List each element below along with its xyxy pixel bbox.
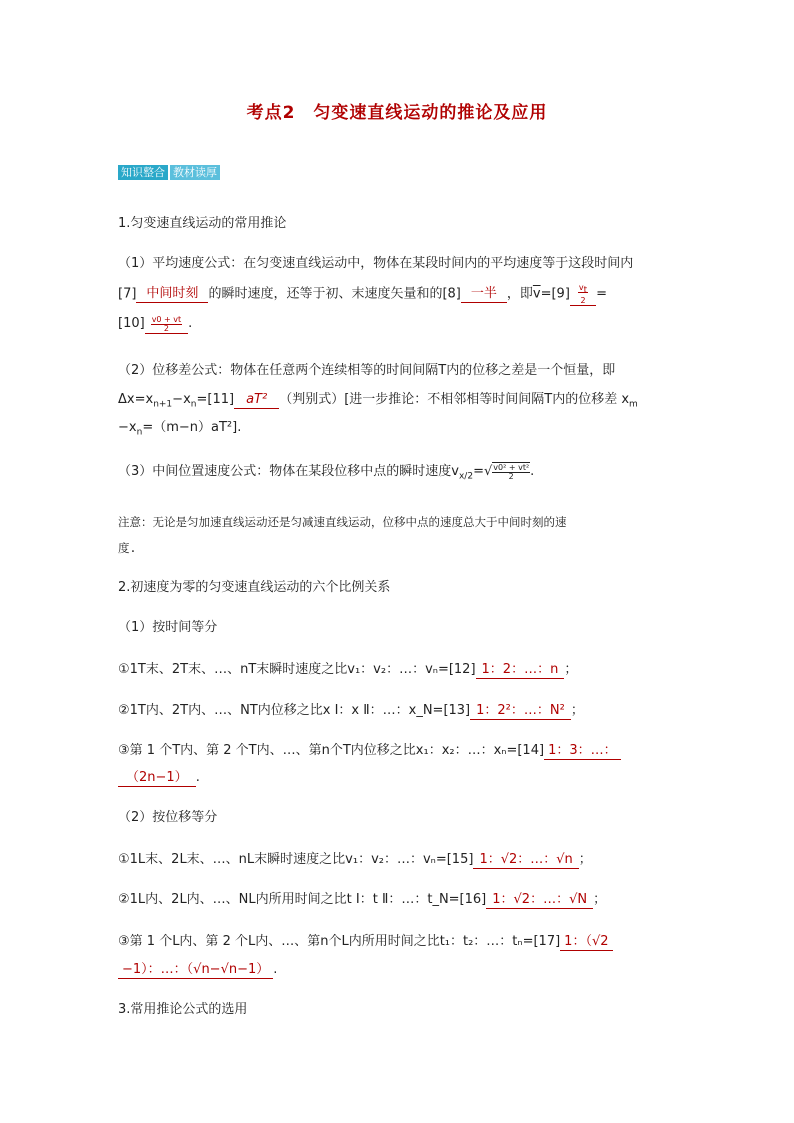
text: . xyxy=(188,316,193,331)
ratio-row-5 xyxy=(118,890,606,910)
ratio-row-6b xyxy=(118,960,277,980)
heading-2: 2.初速度为零的匀变速直线运动的六个比例关系 xyxy=(118,580,391,595)
text: （3）中间位置速度公式：物体在某段位移中点的瞬时速度v xyxy=(118,464,459,479)
ratio-row-3b xyxy=(118,768,200,788)
sub: x/2 xyxy=(458,471,474,482)
text: ③第 1 个T内、第 2 个T内、…、第n个T内位移之比x₁：x₂：…：xₙ=[14] xyxy=(118,743,545,758)
answer-17b: −1）：…：（√n−√n−1） xyxy=(118,962,273,979)
para-2a: （2）位移差公式：物体在任意两个连续相等的时间间隔T内的位移之差是一个恒量，即 xyxy=(118,363,616,378)
answer-15: 1：√2：…：√n xyxy=(473,852,578,869)
text: = xyxy=(596,286,608,302)
ans9-num: v xyxy=(578,283,584,292)
ratio-row-1 xyxy=(118,660,577,680)
text: ③第 1 个L内、第 2 个L内、…、第n个L内所用时间之比t₁：t₂：…：tₙ=[17] xyxy=(118,934,561,949)
p3-frac-den: 2 xyxy=(508,472,514,481)
section-badge xyxy=(118,165,220,180)
answer-9 xyxy=(570,283,596,306)
para-2c xyxy=(118,418,241,443)
text: ①1L末、2L末、…、nL末瞬时速度之比v₁：v₂：…：vₙ=[15] xyxy=(118,852,474,867)
badge-left: 知识整合 xyxy=(118,165,168,180)
blank-10-label: [10] xyxy=(118,316,145,331)
sub: n xyxy=(190,399,197,410)
answer-10 xyxy=(145,315,188,334)
blank-7-label: [7] xyxy=(118,286,137,302)
p3-frac-num: v0² + vt² xyxy=(493,463,530,472)
sub: n+1 xyxy=(153,399,173,410)
ratio-row-2 xyxy=(118,701,584,721)
ans10-den: 2 xyxy=(163,323,169,333)
answer-14b: （2n−1） xyxy=(118,770,196,787)
answer-11: aT² xyxy=(234,392,279,409)
para-3: （3）中间位置速度公式：物体在某段位移中点的瞬时速度$v_{x/2}=√\frac{\text{v0² + vt²}}{2}$. xyxy=(118,463,535,482)
ratio-row-3 xyxy=(118,741,621,761)
text: = xyxy=(473,464,484,479)
text: ； xyxy=(578,852,592,867)
text: 的瞬时速度，还等于初、末速度矢量和的[8] xyxy=(208,286,461,302)
answer-12: 1：2：…：n xyxy=(476,662,565,679)
heading-1: 1.匀变速直线运动的常用推论 xyxy=(118,216,287,231)
page-title: 考点2 匀变速直线运动的推论及应用 xyxy=(246,103,548,123)
text: （判别式）[进一步推论：不相邻相等时间间隔T内的位移差 x xyxy=(279,392,630,407)
para-1c xyxy=(118,314,192,334)
answer-7: 中间时刻 xyxy=(136,286,208,303)
sub-heading-time: （1）按时间等分 xyxy=(118,620,218,635)
v-bar: $\overline{v}$ xyxy=(532,286,541,302)
text: . xyxy=(195,770,200,785)
para-1b xyxy=(118,283,607,306)
text: ； xyxy=(570,703,584,718)
text: ； xyxy=(564,662,578,677)
text: −x xyxy=(172,392,191,407)
text: ②1L内、2L内、…、NL内所用时间之比t Ⅰ：t Ⅱ：…：t_N=[16] xyxy=(118,892,487,907)
note-line-1: 注意：无论是匀加速直线运动还是匀减速直线运动，位移中点的速度总大于中间时刻的速 xyxy=(118,515,567,529)
ans10-num: v0 + vt xyxy=(151,314,182,324)
answer-14a: 1：3：…： xyxy=(544,743,621,760)
text: ①1T末、2T末、…、nT末瞬时速度之比v₁：v₂：…：vₙ=[12] xyxy=(118,662,476,677)
answer-16: 1：√2：…：√N xyxy=(486,892,593,909)
ratio-row-4 xyxy=(118,850,592,870)
answer-13: 1：2²：…：N² xyxy=(470,703,571,720)
text: =[9] xyxy=(540,286,570,302)
sub-heading-displacement: （2）按位移等分 xyxy=(118,810,218,825)
heading-3: 3.常用推论公式的选用 xyxy=(118,1002,248,1017)
note-line-2: 度. xyxy=(118,541,137,555)
para-2b xyxy=(118,390,638,415)
para-1a: （1）平均速度公式：在匀变速直线运动中，物体在某段时间内的平均速度等于这段时间内 xyxy=(118,256,634,271)
ratio-row-6 xyxy=(118,932,613,952)
ans9-sub: t xyxy=(583,285,588,296)
badge-right: 教材读厚 xyxy=(170,165,220,180)
text: =[11] xyxy=(196,392,235,407)
text: ②1T内、2T内、…、NT内位移之比x Ⅰ：x Ⅱ：…：x_N=[13] xyxy=(118,703,471,718)
text: . xyxy=(273,962,278,977)
text: ； xyxy=(593,892,607,907)
sub: m xyxy=(629,399,638,410)
answer-8: 一半 xyxy=(461,286,507,303)
ans9-den: 2 xyxy=(580,295,586,305)
answer-17a: 1：（√2 xyxy=(560,934,612,951)
sub: n xyxy=(136,427,143,438)
text: Δx=x xyxy=(118,392,154,407)
text: ，即 xyxy=(506,286,533,302)
text: −x xyxy=(118,420,137,435)
text: =（m−n）aT²]. xyxy=(142,420,242,435)
